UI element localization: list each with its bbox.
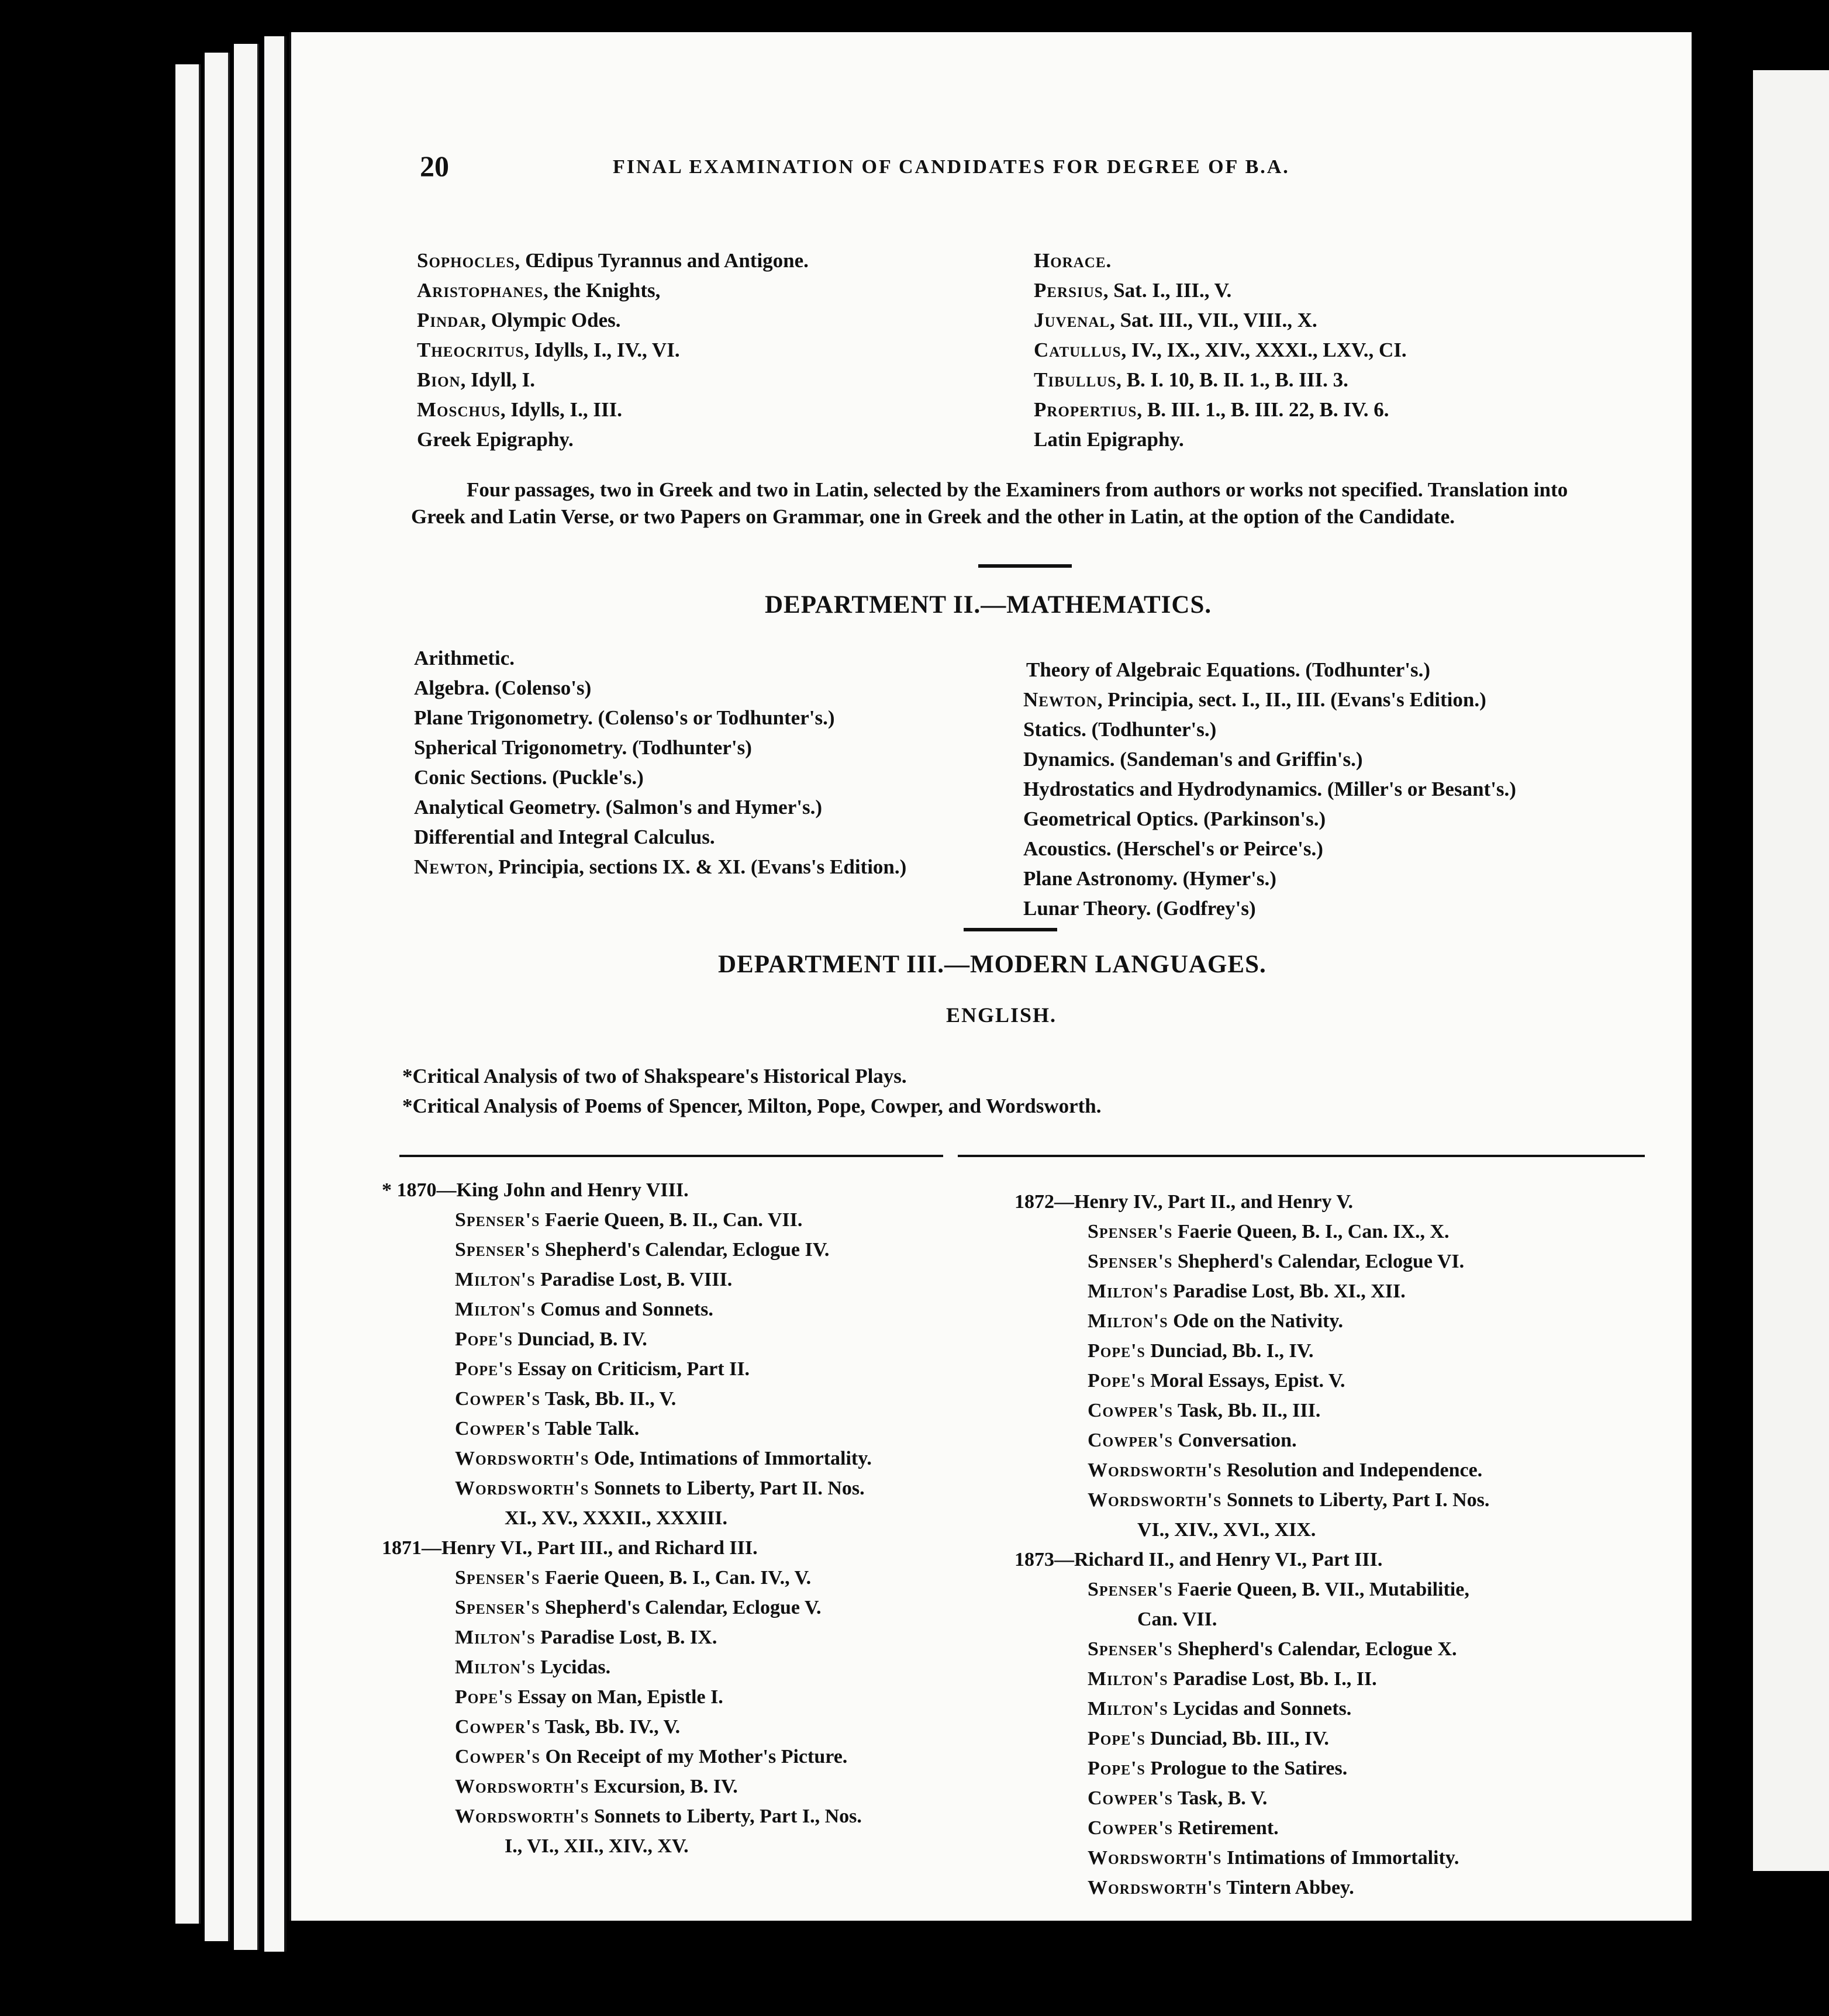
list-item [1023, 834, 1516, 864]
list-item [1014, 1753, 1489, 1783]
list-item [1023, 804, 1516, 834]
section-divider [978, 564, 1072, 568]
latin-authors-list [1034, 246, 1407, 454]
author-name: Spenser's [455, 1239, 540, 1261]
work-title: Differential and Integral Calculus. [414, 826, 715, 848]
author-name: Spenser's [1088, 1221, 1173, 1242]
list-item [1014, 1396, 1489, 1425]
list-item [1023, 685, 1516, 714]
work-title: Greek Epigraphy. [417, 428, 574, 451]
work-title: Dunciad, Bb. III., IV. [1145, 1728, 1329, 1749]
work-title: Analytical Geometry. (Salmon's and Hymer's.) [414, 796, 823, 819]
author-name: Milton's [1088, 1310, 1168, 1332]
work-title: , B. III. 1., B. III. 22, B. IV. 6. [1137, 398, 1389, 421]
critical-item: *Critical Analysis of two of Shakspeare's Historical Plays. [402, 1065, 907, 1088]
list-item [382, 1294, 872, 1324]
work-title: Faerie Queen, B. VII., Mutabilitie, [1172, 1579, 1469, 1600]
list-item [414, 852, 906, 882]
english-subheading: ENGLISH. [946, 1003, 1057, 1027]
list-item [1014, 1694, 1489, 1724]
list-item [414, 733, 906, 762]
list-item [417, 365, 809, 395]
year-plays: King John and Henry VIII. [456, 1179, 689, 1201]
list-item [1034, 275, 1407, 305]
list-item [1034, 365, 1407, 395]
list-item [414, 792, 906, 822]
list-item [382, 1652, 872, 1682]
list-item [1014, 1634, 1489, 1664]
list-item [1034, 305, 1407, 335]
list-item [1014, 1425, 1489, 1455]
year-entry [1014, 1187, 1489, 1217]
work-title: VI., XIV., XVI., XIX. [1137, 1519, 1316, 1541]
list-item [1023, 744, 1516, 774]
work-title: Sonnets to Liberty, Part I., Nos. [589, 1806, 862, 1827]
work-title: , Sat. III., VII., VIII., X. [1110, 309, 1317, 332]
work-title: , Idylls, I., III. [500, 398, 622, 421]
author-name: Spenser's [455, 1597, 540, 1618]
list-item [1014, 1575, 1489, 1604]
list-item [414, 673, 906, 703]
author-name: Spenser's [455, 1209, 540, 1231]
list-item [1014, 1664, 1489, 1694]
work-title: , Sat. I., III., V. [1103, 279, 1232, 302]
author-name: Newton [1023, 688, 1098, 711]
author-name: Cowper's [1088, 1400, 1174, 1421]
work-title: Dunciad, B. IV. [512, 1328, 647, 1350]
work-title: Sonnets to Liberty, Part II. Nos. [589, 1478, 865, 1499]
list-item [382, 1205, 872, 1235]
column-rule-right [958, 1155, 1645, 1157]
passages-text: Four passages, two in Greek and two in Latin, selected by the Examiners from authors or works not specified. Translation into Greek and Latin Verse, or two Papers on Grammar, one in Greek and the other in Latin, at the option of the Candidate. [411, 478, 1568, 528]
list-item [382, 1623, 872, 1652]
author-name: Pope's [455, 1328, 513, 1350]
page-edge [264, 36, 287, 1952]
work-title: Latin Epigraphy. [1034, 428, 1184, 451]
work-title: Sonnets to Liberty, Part I. Nos. [1221, 1489, 1490, 1511]
list-item [382, 1473, 872, 1503]
mathematics-right-list [1023, 655, 1516, 923]
work-title: Moral Essays, Epist. V. [1145, 1370, 1345, 1392]
facing-page-edge [1753, 70, 1829, 1871]
work-title: Task, Bb. IV., V. [540, 1716, 681, 1738]
year-label: 1873— [1014, 1549, 1074, 1570]
list-item [382, 1354, 872, 1384]
work-title: XI., XV., XXXII., XXXIII. [505, 1507, 727, 1529]
work-title: Conic Sections. (Puckle's.) [414, 766, 644, 789]
work-title: Dynamics. (Sandeman's and Griffin's.) [1023, 748, 1363, 771]
author-name: Spenser's [1088, 1638, 1173, 1660]
author-name: Milton's [1088, 1698, 1168, 1720]
list-item [414, 762, 906, 792]
list-item [1014, 1783, 1489, 1813]
list-item [1034, 246, 1407, 275]
work-title: On Receipt of my Mother's Picture. [540, 1746, 848, 1768]
author-name: Bion [417, 368, 461, 391]
list-item [1014, 1247, 1489, 1276]
author-name: Cowper's [455, 1388, 541, 1410]
work-title: Ode, Intimations of Immortality. [589, 1448, 872, 1469]
work-title: Lycidas. [535, 1656, 611, 1678]
work-title: Lycidas and Sonnets. [1168, 1698, 1352, 1720]
author-name: Milton's [455, 1269, 536, 1290]
page-header [420, 149, 1648, 208]
author-name: Pope's [1088, 1370, 1145, 1392]
work-title: , Principia, sections IX. & XI. (Evans's Edition.) [488, 855, 907, 878]
author-name: Spenser's [1088, 1579, 1173, 1600]
work-title: Tintern Abbey. [1221, 1877, 1354, 1898]
work-title: Faerie Queen, B. I., Can. IV., V. [540, 1567, 812, 1589]
author-name: Newton [414, 855, 488, 878]
work-title: , Œdipus Tyrannus and Antigone. [515, 249, 809, 272]
section-divider [964, 928, 1057, 931]
list-item [1023, 714, 1516, 744]
list-item [417, 246, 809, 275]
work-title: Resolution and Independence. [1221, 1459, 1483, 1481]
list-item [1034, 424, 1407, 454]
work-title: , Idylls, I., IV., VI. [524, 339, 680, 361]
work-title: Faerie Queen, B. I., Can. IX., X. [1172, 1221, 1450, 1242]
work-title: Essay on Criticism, Part II. [512, 1358, 750, 1380]
work-title: Spherical Trigonometry. (Todhunter's) [414, 736, 752, 759]
author-name: Pindar [417, 309, 481, 332]
author-name: Wordsworth's [1088, 1459, 1222, 1481]
list-item [1014, 1873, 1489, 1903]
work-title: Arithmetic. [414, 647, 515, 669]
work-title: I., VI., XII., XIV., XV. [505, 1835, 689, 1857]
work-title: Acoustics. (Herschel's or Peirce's.) [1023, 837, 1323, 860]
author-name: Persius [1034, 279, 1103, 302]
page-edge [175, 64, 201, 1924]
year-label: 1872— [1014, 1191, 1074, 1213]
page-edge [205, 53, 230, 1941]
work-title: Comus and Sonnets. [535, 1299, 713, 1320]
author-name: Theocritus [417, 339, 524, 361]
author-name: Pope's [455, 1686, 513, 1708]
work-title: Retirement. [1173, 1817, 1279, 1839]
list-item [382, 1742, 872, 1772]
work-title: Shepherd's Calendar, Eclogue V. [540, 1597, 822, 1618]
list-item [414, 643, 906, 673]
author-name: Milton's [1088, 1280, 1168, 1302]
author-name: Cowper's [1088, 1430, 1174, 1451]
author-name: Tibullus [1034, 368, 1117, 391]
work-title: Paradise Lost, Bb. I., II. [1168, 1668, 1377, 1690]
work-title: Ode on the Nativity. [1168, 1310, 1344, 1332]
list-item [1023, 893, 1516, 923]
list-item [382, 1444, 872, 1473]
english-1870-1871-list [382, 1175, 872, 1861]
list-item [402, 1061, 1102, 1091]
list-item-continuation [382, 1503, 872, 1533]
list-item [1023, 655, 1516, 685]
list-item [382, 1563, 872, 1593]
list-item [1014, 1455, 1489, 1485]
work-title: Dunciad, Bb. I., IV. [1145, 1340, 1314, 1362]
passages-paragraph [411, 477, 1616, 530]
work-title: , Idyll, I. [460, 368, 535, 391]
list-item [417, 305, 809, 335]
work-title: , IV., IX., XIV., XXXI., LXV., CI. [1121, 339, 1407, 361]
author-name: Horace [1034, 249, 1106, 272]
list-item [1014, 1724, 1489, 1753]
list-item [417, 335, 809, 365]
work-title: Algebra. (Colenso's) [414, 676, 592, 699]
author-name: Wordsworth's [455, 1478, 589, 1499]
author-name: Moschus [417, 398, 501, 421]
list-item [382, 1324, 872, 1354]
list-item [1034, 335, 1407, 365]
year-label: 1871— [382, 1537, 441, 1559]
year-entry [382, 1175, 872, 1205]
list-item [382, 1414, 872, 1444]
year-entry [382, 1533, 872, 1563]
work-title: Paradise Lost, Bb. XI., XII. [1168, 1280, 1406, 1302]
column-rule-left [399, 1155, 943, 1157]
mathematics-left-list [414, 643, 906, 882]
author-name: Wordsworth's [1088, 1877, 1222, 1898]
author-name: Cowper's [455, 1746, 541, 1768]
work-title: . [1106, 249, 1112, 272]
author-name: Milton's [455, 1656, 536, 1678]
list-item [1014, 1843, 1489, 1873]
list-item [417, 395, 809, 424]
author-name: Wordsworth's [455, 1448, 589, 1469]
work-title: Task, Bb. II., V. [540, 1388, 677, 1410]
list-item [417, 275, 809, 305]
document-page [289, 32, 1692, 1921]
author-name: Cowper's [455, 1716, 541, 1738]
author-name: Milton's [1088, 1668, 1168, 1690]
work-title: Geometrical Optics. (Parkinson's.) [1023, 807, 1326, 830]
work-title: Essay on Man, Epistle I. [512, 1686, 723, 1708]
work-title: Paradise Lost, B. IX. [535, 1627, 717, 1648]
running-head: FINAL EXAMINATION OF CANDIDATES FOR DEGREE OF B.A. [613, 156, 1290, 178]
author-name: Cowper's [455, 1418, 541, 1439]
author-name: Juvenal [1034, 309, 1110, 332]
year-plays: Richard II., and Henry VI., Part III. [1074, 1549, 1383, 1570]
list-item [382, 1593, 872, 1623]
critical-analysis-list [402, 1061, 1102, 1121]
work-title: , B. I. 10, B. II. 1., B. III. 3. [1116, 368, 1348, 391]
author-name: Wordsworth's [455, 1806, 589, 1827]
list-item [382, 1772, 872, 1801]
english-1872-1873-list [1014, 1187, 1489, 1903]
work-title: Task, B. V. [1173, 1787, 1268, 1809]
list-item [414, 703, 906, 733]
author-name: Wordsworth's [1088, 1489, 1222, 1511]
author-name: Pope's [1088, 1340, 1145, 1362]
work-title: , the Knights, [543, 279, 661, 302]
author-name: Catullus [1034, 339, 1121, 361]
work-title: Conversation. [1173, 1430, 1297, 1451]
work-title: Hydrostatics and Hydrodynamics. (Miller's or Besant's.) [1023, 778, 1516, 800]
mathematics-heading: DEPARTMENT II.—MATHEMATICS. [765, 591, 1212, 619]
list-item-continuation [382, 1831, 872, 1861]
work-title: Paradise Lost, B. VIII. [535, 1269, 733, 1290]
list-item [382, 1712, 872, 1742]
author-name: Cowper's [1088, 1787, 1174, 1809]
list-item-continuation [1014, 1515, 1489, 1545]
author-name: Cowper's [1088, 1817, 1174, 1839]
work-title: Task, Bb. II., III. [1173, 1400, 1321, 1421]
page-edge [234, 44, 259, 1950]
author-name: Pope's [1088, 1758, 1145, 1779]
author-name: Wordsworth's [1088, 1847, 1222, 1869]
list-item [382, 1265, 872, 1294]
work-title: Intimations of Immortality. [1221, 1847, 1459, 1869]
list-item-continuation [1014, 1604, 1489, 1634]
work-title: Table Talk. [540, 1418, 640, 1439]
year-plays: Henry IV., Part II., and Henry V. [1074, 1191, 1353, 1213]
work-title: Statics. (Todhunter's.) [1023, 718, 1217, 741]
author-name: Sophocles [417, 249, 515, 272]
work-title: Faerie Queen, B. II., Can. VII. [540, 1209, 803, 1231]
list-item [414, 822, 906, 852]
list-item [382, 1235, 872, 1265]
work-title: Prologue to the Satires. [1145, 1758, 1348, 1779]
list-item [1014, 1813, 1489, 1843]
work-title: Plane Trigonometry. (Colenso's or Todhunter's.) [414, 706, 835, 729]
modern-languages-heading: DEPARTMENT III.—MODERN LANGUAGES. [718, 951, 1267, 978]
year-entry [1014, 1545, 1489, 1575]
author-name: Spenser's [455, 1567, 540, 1589]
year-plays: Henry VI., Part III., and Richard III. [441, 1537, 758, 1559]
author-name: Aristophanes [417, 279, 544, 302]
author-name: Milton's [455, 1299, 536, 1320]
work-title: Can. VII. [1137, 1608, 1217, 1630]
list-item [382, 1801, 872, 1831]
work-title: Theory of Algebraic Equations. (Todhunter's.) [1026, 658, 1431, 681]
list-item [382, 1384, 872, 1414]
work-title: , Principia, sect. I., II., III. (Evans's Edition.) [1097, 688, 1486, 711]
list-item [417, 424, 809, 454]
list-item [1014, 1276, 1489, 1306]
list-item [1014, 1366, 1489, 1396]
work-title: Plane Astronomy. (Hymer's.) [1023, 867, 1276, 890]
work-title: Shepherd's Calendar, Eclogue VI. [1172, 1251, 1465, 1272]
author-name: Propertius [1034, 398, 1137, 421]
author-name: Pope's [455, 1358, 513, 1380]
critical-item: *Critical Analysis of Poems of Spencer, Milton, Pope, Cowper, and Wordsworth. [402, 1095, 1102, 1117]
list-item [1034, 395, 1407, 424]
list-item [1014, 1306, 1489, 1336]
list-item [402, 1091, 1102, 1121]
work-title: Excursion, B. IV. [589, 1776, 738, 1797]
page-number: 20 [420, 150, 449, 182]
list-item [1023, 864, 1516, 893]
work-title: Shepherd's Calendar, Eclogue X. [1172, 1638, 1457, 1660]
work-title: Shepherd's Calendar, Eclogue IV. [540, 1239, 830, 1261]
author-name: Wordsworth's [455, 1776, 589, 1797]
list-item [1023, 774, 1516, 804]
work-title: Lunar Theory. (Godfrey's) [1023, 897, 1256, 920]
work-title: , Olympic Odes. [481, 309, 621, 332]
list-item [382, 1682, 872, 1712]
greek-authors-list [417, 246, 809, 454]
author-name: Milton's [455, 1627, 536, 1648]
author-name: Pope's [1088, 1728, 1145, 1749]
list-item [1014, 1485, 1489, 1515]
year-label: * 1870— [382, 1179, 457, 1201]
list-item [1014, 1217, 1489, 1247]
list-item [1014, 1336, 1489, 1366]
author-name: Spenser's [1088, 1251, 1173, 1272]
